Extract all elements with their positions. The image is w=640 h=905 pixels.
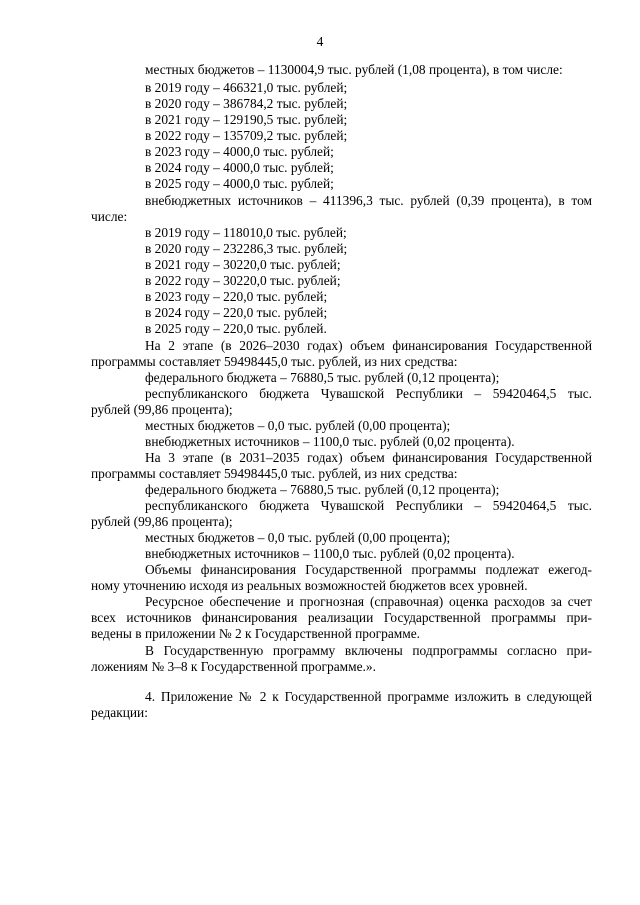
text-line: числе:: [91, 209, 128, 224]
text-line: в 2021 году – 129190,5 тыс. рублей;: [145, 112, 348, 127]
text-line: 4. Приложение № 2 к Государственной программе изложить в следующей: [145, 689, 592, 704]
text-line: в 2024 году – 4000,0 тыс. рублей;: [145, 160, 334, 175]
text-line: внебюджетных источников – 1100,0 тыс. рублей (0,02 процента).: [145, 434, 515, 449]
text-line: На 3 этапе (в 2031–2035 годах) объем финансирования Государственной: [145, 450, 592, 465]
text-line: в 2023 году – 4000,0 тыс. рублей;: [145, 144, 334, 159]
text-line: в 2019 году – 466321,0 тыс. рублей;: [145, 80, 348, 95]
text-line: ложениям № 3–8 к Государственной программе.».: [91, 659, 376, 674]
text-line: программы составляет 59498445,0 тыс. рублей, из них средства:: [91, 466, 458, 481]
text-line: рублей (99,86 процента);: [91, 402, 233, 417]
text-line: местных бюджетов – 1130004,9 тыс. рублей (1,08 процента), в том числе:: [145, 62, 563, 77]
text-line: На 2 этапе (в 2026–2030 годах) объем финансирования Государственной: [145, 338, 592, 353]
text-line: Ресурсное обеспечение и прогнозная (справочная) оценка расходов за счет: [145, 594, 592, 609]
text-line: республиканского бюджета Чувашской Республики – 59420464,5 тыс.: [145, 498, 592, 513]
text-line: в 2020 году – 232286,3 тыс. рублей;: [145, 241, 348, 256]
text-line: в 2022 году – 135709,2 тыс. рублей;: [145, 128, 348, 143]
text-line: В Государственную программу включены подпрограммы согласно при-: [145, 643, 592, 658]
text-line: программы составляет 59498445,0 тыс. рублей, из них средства:: [91, 354, 458, 369]
text-line: редакции:: [91, 705, 148, 720]
text-line: в 2019 году – 118010,0 тыс. рублей;: [145, 225, 347, 240]
text-line: в 2021 году – 30220,0 тыс. рублей;: [145, 257, 341, 272]
text-line: республиканского бюджета Чувашской Республики – 59420464,5 тыс.: [145, 386, 592, 401]
text-line: в 2020 году – 386784,2 тыс. рублей;: [145, 96, 348, 111]
text-line: Объемы финансирования Государственной программы подлежат ежегод-: [145, 562, 592, 577]
text-line: местных бюджетов – 0,0 тыс. рублей (0,00 процента);: [145, 530, 451, 545]
text-line: в 2024 году – 220,0 тыс. рублей;: [145, 305, 328, 320]
page-number: 4: [316, 34, 324, 49]
text-line: местных бюджетов – 0,0 тыс. рублей (0,00 процента);: [145, 418, 451, 433]
text-line: ведены в приложении № 2 к Государственной программе.: [91, 626, 421, 641]
text-line: ному уточнению исходя из реальных возможностей бюджетов всех уровней.: [91, 578, 528, 593]
text-line: в 2023 году – 220,0 тыс. рублей;: [145, 289, 328, 304]
text-line: в 2025 году – 4000,0 тыс. рублей;: [145, 176, 334, 191]
text-line: внебюджетных источников – 1100,0 тыс. рублей (0,02 процента).: [145, 546, 515, 561]
text-line: в 2022 году – 30220,0 тыс. рублей;: [145, 273, 341, 288]
text-line: всех источников финансирования реализации Государственной программы при-: [91, 610, 592, 625]
text-line: рублей (99,86 процента);: [91, 514, 233, 529]
text-line: в 2025 году – 220,0 тыс. рублей.: [145, 321, 327, 336]
text-line: федерального бюджета – 76880,5 тыс. рублей (0,12 процента);: [145, 370, 500, 385]
text-line: внебюджетных источников – 411396,3 тыс. рублей (0,39 процента), в том: [145, 193, 592, 208]
text-line: федерального бюджета – 76880,5 тыс. рублей (0,12 процента);: [145, 482, 500, 497]
